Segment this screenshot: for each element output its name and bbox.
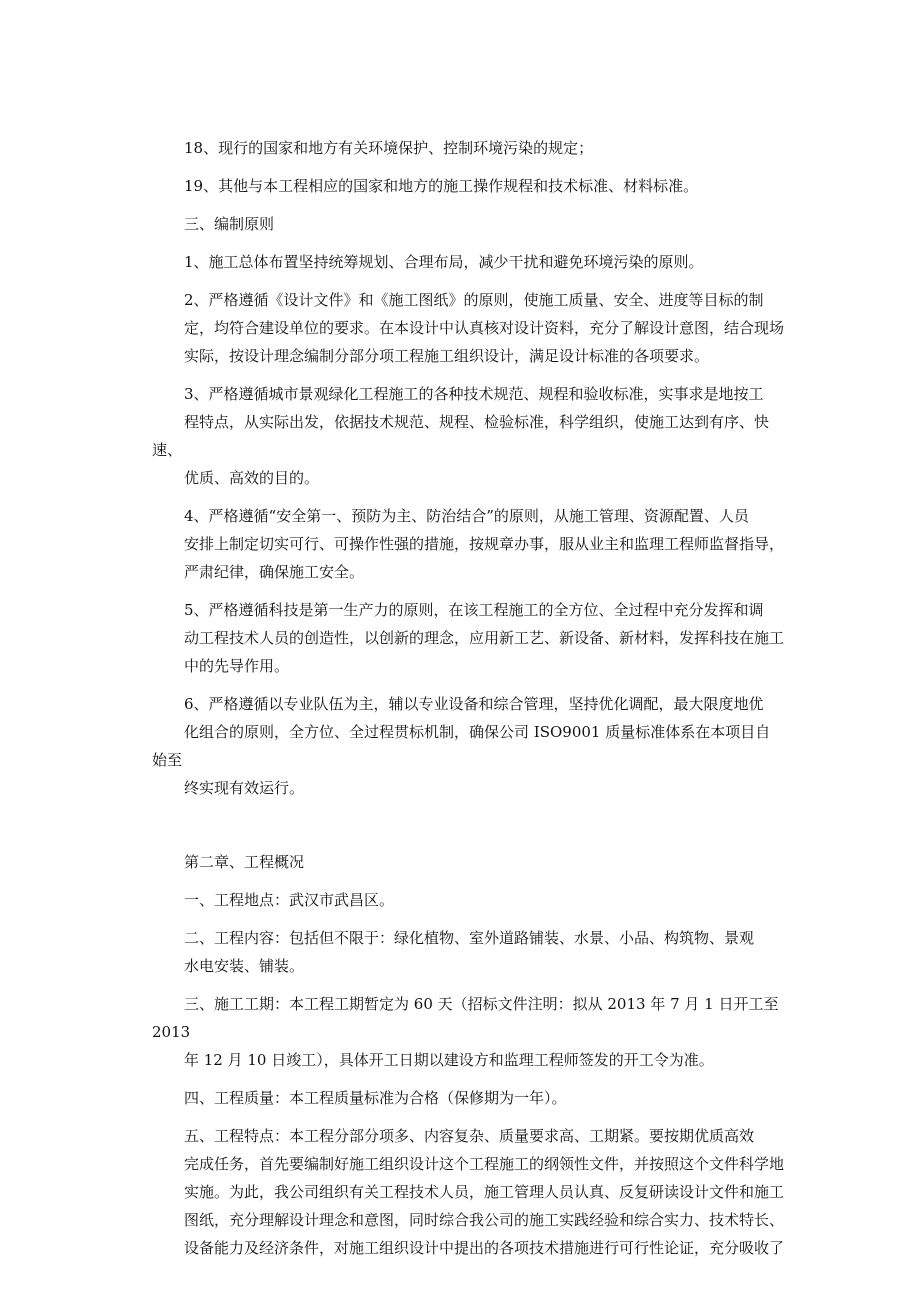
text-line: 安排上制定切实可行、可操作性强的措施，按规章办事，服从业主和监理工程师监督指导，	[184, 535, 785, 553]
text-line: 化组合的原则，全方位、全过程贯标机制，确保公司 ISO9001 质量标准体系在本项目自始至	[152, 723, 771, 769]
text-line: 6、严格遵循以专业队伍为主，辅以专业设备和综合管理，坚持优化调配，最大限度地优	[184, 695, 764, 713]
paragraph-item-18	[152, 134, 784, 162]
text-line: 5、严格遵循科技是第一生产力的原则，在该工程施工的全方位、全过程中充分发挥和调	[184, 601, 764, 619]
text-line: 优质、高效的目的。	[184, 469, 320, 487]
text-line: 定，均符合建设单位的要求。在本设计中认真核对设计资料，充分了解设计意图，结合现场	[184, 319, 785, 337]
text-line: 程特点，从实际出发，依据技术规范、规程、检验标准，科学组织，使施工达到有序、快速、	[152, 413, 770, 459]
paragraph-construction-period	[152, 990, 784, 1074]
text-line: 年 12 月 10 日竣工），具体开工日期以建设方和监理工程师签发的开工令为准。	[184, 1051, 714, 1069]
chapter-two-heading	[152, 848, 784, 876]
text-line: 19、其他与本工程相应的国家和地方的施工操作规程和技术标准、材料标准。	[184, 177, 699, 195]
text-line: 实施。为此，我公司组织有关工程技术人员，施工管理人员认真、反复研读设计文件和施工	[184, 1183, 785, 1201]
text-line: 五、工程特点：本工程分部分项多、内容复杂、质量要求高、工期紧。要按期优质高效	[184, 1127, 755, 1145]
text-line: 设备能力及经济条件，对施工组织设计中提出的各项技术措施进行可行性论证，充分吸收了	[184, 1239, 785, 1257]
paragraph-project-location	[152, 886, 784, 914]
text-line: 18、现行的国家和地方有关环境保护、控制环境污染的规定；	[184, 139, 594, 157]
text-line: 一、工程地点：武汉市武昌区。	[184, 891, 395, 909]
text-line: 2、严格遵循《设计文件》和《施工图纸》的原则，使施工质量、安全、进度等目标的制	[184, 291, 764, 309]
text-line: 3、严格遵循城市景观绿化工程施工的各种技术规范、规程和验收标准，实事求是地按工	[184, 385, 764, 403]
paragraph-project-quality	[152, 1084, 784, 1112]
text-line: 严肃纪律，确保施工安全。	[184, 563, 365, 581]
paragraph-principle-3	[152, 380, 784, 492]
paragraph-principle-4	[152, 502, 784, 586]
text-line: 终实现有效运行。	[184, 779, 305, 797]
text-line: 水电安装、铺装。	[184, 957, 305, 975]
document-body	[152, 134, 784, 1272]
text-line: 4、严格遵循“安全第一、预防为主、防治结合”的原则，从施工管理、资源配置、人员	[184, 507, 749, 525]
text-line: 第二章、工程概况	[184, 853, 305, 871]
text-line: 完成任务，首先要编制好施工组织设计这个工程施工的纲领性文件，并按照这个文件科学地	[184, 1155, 785, 1173]
paragraph-item-19	[152, 172, 784, 200]
paragraph-principle-5	[152, 596, 784, 680]
text-line: 1、施工总体布置坚持统筹规划、合理布局，减少干扰和避免环境污染的原则。	[184, 253, 704, 271]
paragraph-project-content	[152, 924, 784, 980]
text-line: 三、编制原则	[184, 215, 275, 233]
text-line: 三、施工工期：本工程工期暂定为 60 天（招标文件注明：拟从 2013 年 7 月 1 日开工至 2013	[152, 995, 779, 1041]
paragraph-project-features	[152, 1122, 784, 1262]
text-line: 二、工程内容：包括但不限于：绿化植物、室外道路铺装、水景、小品、构筑物、景观	[184, 929, 755, 947]
text-line: 中的先导作用。	[184, 657, 290, 675]
text-line: 四、工程质量：本工程质量标准为合格（保修期为一年）。	[184, 1089, 567, 1107]
text-line: 图纸，充分理解设计理念和意图，同时综合我公司的施工实践经验和综合实力、技术特长、	[184, 1211, 785, 1229]
paragraph-principle-1	[152, 248, 784, 276]
heading-compilation-principles	[152, 210, 784, 238]
text-line: 动工程技术人员的创造性，以创新的理念，应用新工艺、新设备、新材料，发挥科技在施工	[184, 629, 785, 647]
text-line: 实际，按设计理念编制分部分项工程施工组织设计，满足设计标准的各项要求。	[184, 347, 710, 365]
paragraph-principle-6	[152, 690, 784, 802]
paragraph-principle-2	[152, 286, 784, 370]
